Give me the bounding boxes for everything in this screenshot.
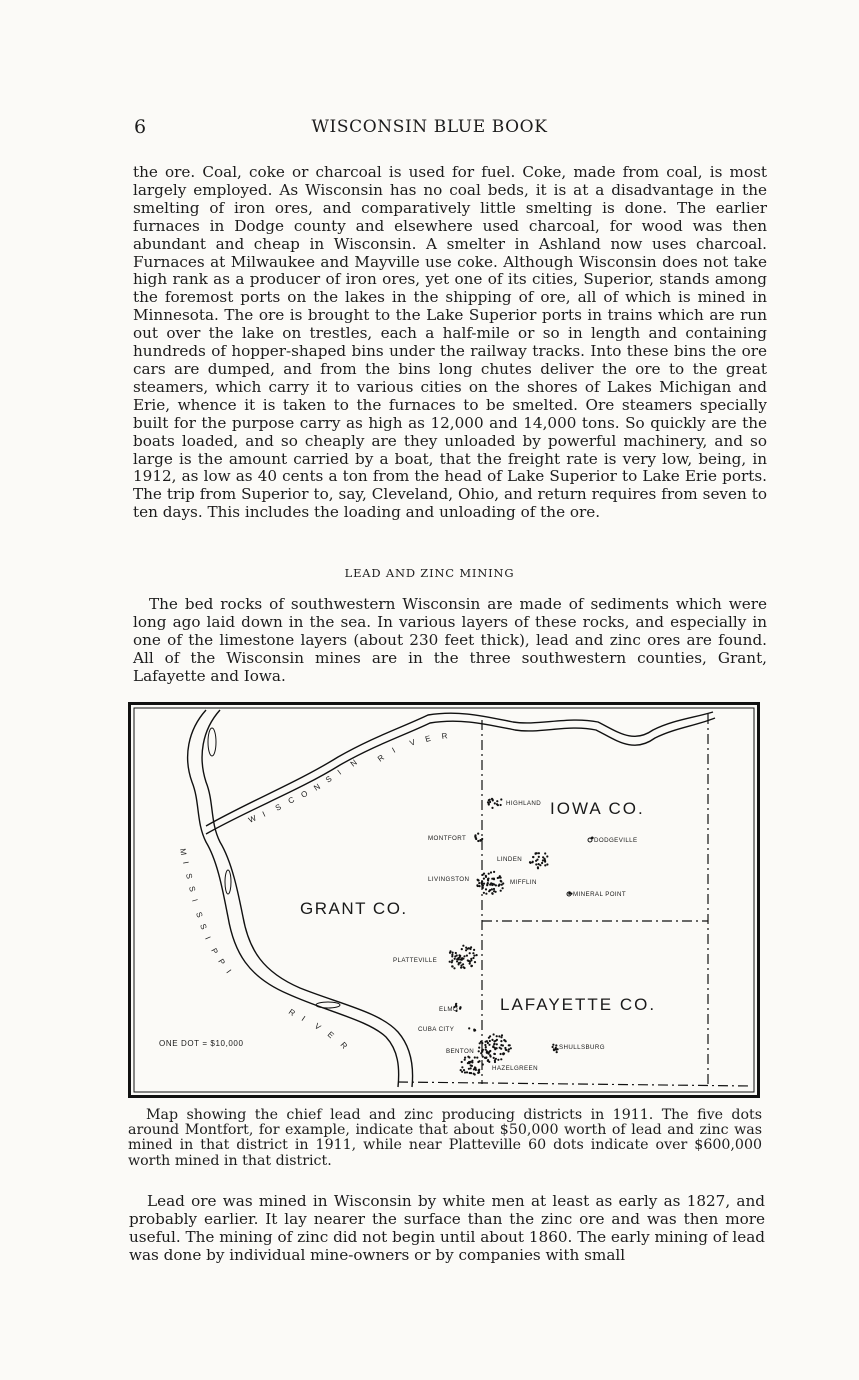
production-dot [475, 836, 477, 838]
production-dot [462, 966, 464, 968]
production-dot [461, 1066, 463, 1068]
production-dot [476, 1057, 478, 1059]
production-dot [487, 878, 489, 880]
place-elmo: ELMO [439, 1006, 459, 1013]
production-dot [538, 852, 540, 854]
production-dot [479, 1042, 481, 1044]
production-dot [482, 1049, 484, 1051]
svg-text:P: P [216, 957, 227, 967]
svg-text:I: I [190, 898, 200, 903]
production-dot [488, 1053, 490, 1055]
production-dot [460, 1069, 462, 1071]
production-dot [478, 1047, 480, 1049]
svg-text:I: I [261, 809, 267, 819]
production-dot [459, 955, 461, 957]
production-dot [555, 1049, 557, 1051]
svg-text:S: S [194, 910, 205, 919]
map-legend: ONE DOT = $10,000 [159, 1039, 244, 1048]
production-dot [461, 1071, 463, 1073]
svg-text:M: M [178, 847, 189, 856]
production-dot [483, 883, 485, 885]
production-dot [462, 963, 464, 965]
production-dot [472, 957, 474, 959]
production-dot [490, 871, 492, 873]
production-dot [449, 961, 451, 963]
production-dot [462, 945, 464, 947]
production-dot [474, 1056, 476, 1058]
production-dot [460, 967, 462, 969]
production-dot [480, 1052, 482, 1054]
production-dot [529, 861, 531, 863]
svg-text:S: S [273, 802, 283, 813]
production-dot [495, 884, 497, 886]
lafayette-county-label: LAFAYETTE CO. [500, 995, 657, 1014]
running-head: WISCONSIN BLUE BOOK [311, 117, 548, 137]
production-dot [463, 955, 465, 957]
production-dot [467, 959, 469, 961]
production-dot [469, 961, 471, 963]
svg-text:V: V [408, 737, 417, 748]
production-dot [503, 1053, 505, 1055]
production-dot [468, 1027, 470, 1029]
production-dot [486, 1040, 488, 1042]
svg-text:N: N [348, 757, 359, 769]
production-dot [494, 802, 496, 804]
production-dot [475, 1069, 477, 1071]
production-dot [496, 800, 498, 802]
production-dot [454, 958, 456, 960]
production-dot [469, 1061, 471, 1063]
production-dot [459, 1007, 461, 1009]
section-heading: LEAD AND ZINC MINING [344, 566, 515, 580]
production-dot [478, 1060, 480, 1062]
lead-zinc-map [128, 702, 760, 1098]
production-dot [500, 798, 502, 800]
production-dot [488, 803, 490, 805]
production-dot [470, 965, 472, 967]
production-dot [489, 801, 491, 803]
production-dot [491, 892, 493, 894]
place-shullsburg: SHULLSBURG [559, 1044, 605, 1051]
production-dot [470, 1067, 472, 1069]
place-cuba-city: CUBA CITY [418, 1026, 455, 1033]
svg-text:R: R [375, 752, 386, 764]
production-dot [501, 884, 503, 886]
production-dot [505, 1049, 507, 1051]
production-dot [472, 952, 474, 954]
production-dot [493, 871, 495, 873]
svg-text:S: S [198, 922, 209, 931]
page-number: 6 [134, 116, 147, 138]
production-dot [538, 856, 540, 858]
production-dot [503, 1039, 505, 1041]
production-dot [470, 958, 472, 960]
production-dot [500, 890, 502, 892]
place-mifflin: MIFFLIN [510, 879, 537, 886]
production-dot [466, 1071, 468, 1073]
page-header [0, 116, 859, 138]
production-dot [473, 955, 475, 957]
production-dot [544, 859, 546, 861]
svg-text:R: R [286, 1007, 297, 1018]
production-dot [552, 1044, 554, 1046]
production-dot [532, 856, 534, 858]
production-dot [469, 952, 471, 954]
production-dot [496, 1043, 498, 1045]
production-dot [485, 876, 487, 878]
production-dot [451, 955, 453, 957]
production-dot [478, 882, 480, 884]
production-dot [452, 952, 454, 954]
production-dot [489, 884, 491, 886]
production-dot [482, 885, 484, 887]
place-highland: HIGHLAND [506, 800, 542, 807]
production-dot [485, 1057, 487, 1059]
production-dot [474, 1029, 476, 1031]
production-dot [552, 1046, 554, 1048]
svg-text:E: E [325, 1029, 336, 1041]
production-dot [468, 1056, 470, 1058]
production-dot [544, 864, 546, 866]
production-dot [535, 863, 537, 865]
svg-text:I: I [390, 745, 397, 755]
production-dot [537, 867, 539, 869]
production-dot [544, 852, 546, 854]
production-dot [477, 1072, 479, 1074]
production-dot [493, 1057, 495, 1059]
body-paragraph-2: The bed rocks of southwestern Wisconsin are made of sediments which were long ago laid down in the sea. In various layers of these rocks, and especially in one of the limestone layers (about 230 feet thick), lead and zinc ores are found. All of the Wisconsin mines are in the three southwestern counties, Grant, Lafayette and Iowa. [133, 595, 767, 685]
production-dot [500, 1053, 502, 1055]
production-dot [481, 882, 483, 884]
svg-text:I: I [181, 860, 191, 865]
place-montfort: MONTFORT [428, 835, 467, 842]
svg-text:I: I [335, 768, 343, 777]
production-dot [478, 1050, 480, 1052]
production-dot [477, 833, 479, 835]
production-dot [464, 1057, 466, 1059]
production-dot [542, 859, 544, 861]
production-dot [483, 892, 485, 894]
production-dot [493, 878, 495, 880]
place-platteville: PLATTEVILLE [393, 957, 438, 964]
production-dot [484, 1044, 486, 1046]
production-dot [498, 1035, 500, 1037]
production-dot [488, 1037, 490, 1039]
production-dot [476, 884, 478, 886]
production-dot [462, 958, 464, 960]
production-dot [546, 863, 548, 865]
production-dot [493, 1033, 495, 1035]
production-dot [510, 1047, 512, 1049]
body-paragraph-1: the ore. Coal, coke or charcoal is used for fuel. Coke, made from coal, is most largely employed. As Wisconsin has no coal beds, it is at a disadvantage in the smelting of iron ores, and comparatively little smelting is done. The earlier furnaces in Dodge county and elsewhere used charcoal, for wood was then abundant and cheap in Wisconsin. A smelter in Ashland now uses charcoal. Furnaces at Milwaukee and Mayville use coke. Although Wisconsin does not take high rank as a producer of iron ores, yet one of its cities, Superior, stands among the foremost ports on the lakes in the shipping of ore, all of which is mined in Minnesota. The ore is brought to the Lake Superior ports in trains which are run out over the lake on trestles, each a half-mile or so in length and containing hundreds of hopper-shaped bins under the railway tracks. Into these bins the ore cars are dumped, and from the bins long chutes deliver the ore to the great steamers, which carry it to various cities on the shores of Lakes Michigan and Erie, whence it is taken to the furnaces to be smelted. Ore steamers specially built for the purpose carry as high as 12,000 and 14,000 tons. So quickly are the boats loaded, and so cheaply are they unloaded by powerful machinery, and so large is the amount carried by a boat, that the freight rate is very low, being, in 1912, as low as 40 cents a ton from the head of Lake Superior to Lake Erie ports. The trip from Superior to, say, Cleveland, Ohio, and return requires from seven to ten days. This includes the loading and unloading of the ore. [133, 163, 767, 522]
production-dot [473, 949, 475, 951]
production-dot [489, 1040, 491, 1042]
mississippi-river-label [178, 848, 349, 1051]
production-dot [496, 1039, 498, 1041]
production-dot [461, 1061, 463, 1063]
production-dot [470, 1064, 472, 1066]
production-dot [496, 1047, 498, 1049]
production-dot [455, 1003, 457, 1005]
production-dot [542, 856, 544, 858]
svg-text:E: E [424, 733, 432, 744]
production-dot [502, 887, 504, 889]
production-dot [453, 967, 455, 969]
svg-text:P: P [209, 946, 220, 956]
wisconsin-river-label [247, 731, 448, 825]
production-dot [481, 838, 483, 840]
production-dot [497, 804, 499, 806]
production-dot [459, 962, 461, 964]
production-dot [539, 864, 541, 866]
production-dots [449, 798, 594, 1076]
production-dot [493, 1053, 495, 1055]
production-dot [474, 834, 476, 836]
production-dot [499, 1047, 501, 1049]
svg-text:R: R [338, 1040, 350, 1051]
production-dot [498, 884, 500, 886]
map-caption: Map showing the chief lead and zinc producing districts in 1911. The five dots around Montfort, for example, indicate that about $50,000 worth of lead and zinc was mined in that district in 1911, while near Platteville 60 dots indicate over $600,000 worth mined in that district. [128, 1107, 762, 1169]
production-dot [489, 1054, 491, 1056]
production-dot [485, 888, 487, 890]
production-dot [532, 861, 534, 863]
svg-text:I: I [299, 1014, 307, 1023]
production-dot [495, 891, 497, 893]
production-dot [457, 957, 459, 959]
production-dot [536, 852, 538, 854]
body-paragraph-3: Lead ore was mined in Wisconsin by white men at least as early as 1827, and probably earlier. It lay nearer the surface than the zinc ore and was then more useful. The mining of zinc did not begin until about 1860. The early mining of lead was done by individual mine-owners or by companies with small [129, 1192, 765, 1264]
production-dot [491, 807, 493, 809]
place-hazelgreen: HAZELGREEN [492, 1065, 538, 1072]
production-dot [482, 1056, 484, 1058]
production-dot [476, 954, 478, 956]
production-dot [488, 799, 490, 801]
production-dot [483, 878, 485, 880]
production-dot [500, 1058, 502, 1060]
iowa-county-label: IOWA CO. [550, 799, 645, 818]
production-dot [488, 1044, 490, 1046]
production-dot [486, 883, 488, 885]
production-dot [556, 1051, 558, 1053]
production-dot [500, 1036, 502, 1038]
svg-text:R: R [441, 731, 449, 741]
svg-text:V: V [312, 1021, 323, 1032]
production-dot [473, 1073, 475, 1075]
production-dot [501, 1034, 503, 1036]
svg-text:S: S [184, 872, 194, 880]
production-dot [536, 859, 538, 861]
production-dot [471, 1061, 473, 1063]
production-dot [494, 1047, 496, 1049]
place-linden: LINDEN [497, 856, 523, 863]
production-dot [485, 1046, 487, 1048]
production-dot [451, 961, 453, 963]
svg-text:S: S [323, 774, 334, 785]
production-dot [541, 862, 543, 864]
production-dot [455, 952, 457, 954]
production-dot [477, 840, 479, 842]
place-dodgeville: DODGEVILLE [594, 837, 638, 844]
production-dot [489, 889, 491, 891]
production-dot [469, 963, 471, 965]
production-dot [491, 798, 493, 800]
production-dot [466, 955, 468, 957]
production-dot [509, 1044, 511, 1046]
svg-text:I: I [203, 935, 213, 941]
production-dot [493, 1040, 495, 1042]
svg-text:S: S [187, 885, 198, 893]
production-dot [500, 804, 502, 806]
production-dot [458, 963, 460, 965]
production-dot [497, 1059, 499, 1061]
svg-text:I: I [224, 967, 233, 975]
production-dot [449, 952, 451, 954]
production-dot [463, 1069, 465, 1071]
production-dot [456, 954, 458, 956]
production-dot [555, 1044, 557, 1046]
place-mineral-point: MINERAL POINT [573, 891, 627, 898]
production-dot [487, 1060, 489, 1062]
production-dot [502, 1044, 504, 1046]
grant-county-label: GRANT CO. [300, 899, 408, 918]
production-dot [482, 1063, 484, 1065]
production-dot [485, 893, 487, 895]
place-benton: BENTON [446, 1048, 475, 1055]
svg-text:W: W [247, 813, 258, 825]
production-dot [452, 965, 454, 967]
production-dot [456, 960, 458, 962]
production-dot [482, 874, 484, 876]
svg-text:O: O [299, 788, 310, 800]
production-dot [467, 948, 469, 950]
production-dot [493, 888, 495, 890]
production-dot [488, 873, 490, 875]
production-dot [461, 948, 463, 950]
production-dot [500, 880, 502, 882]
production-dot [482, 887, 484, 889]
production-dot [477, 879, 479, 881]
svg-text:N: N [312, 781, 322, 793]
production-dot [493, 1043, 495, 1045]
production-dot [491, 1039, 493, 1041]
production-dot [500, 1040, 502, 1042]
production-dot [496, 1035, 498, 1037]
production-dot [553, 1049, 555, 1051]
production-dot [498, 876, 500, 878]
production-dot [507, 1050, 509, 1052]
production-dot [470, 1072, 472, 1074]
production-dot [474, 961, 476, 963]
production-dot [464, 1059, 466, 1061]
production-dot [495, 1058, 497, 1060]
production-dot [469, 948, 471, 950]
place-livingston: LIVINGSTON [428, 876, 470, 883]
production-dot [546, 855, 548, 857]
production-dot [464, 1071, 466, 1073]
svg-text:C: C [286, 795, 297, 806]
